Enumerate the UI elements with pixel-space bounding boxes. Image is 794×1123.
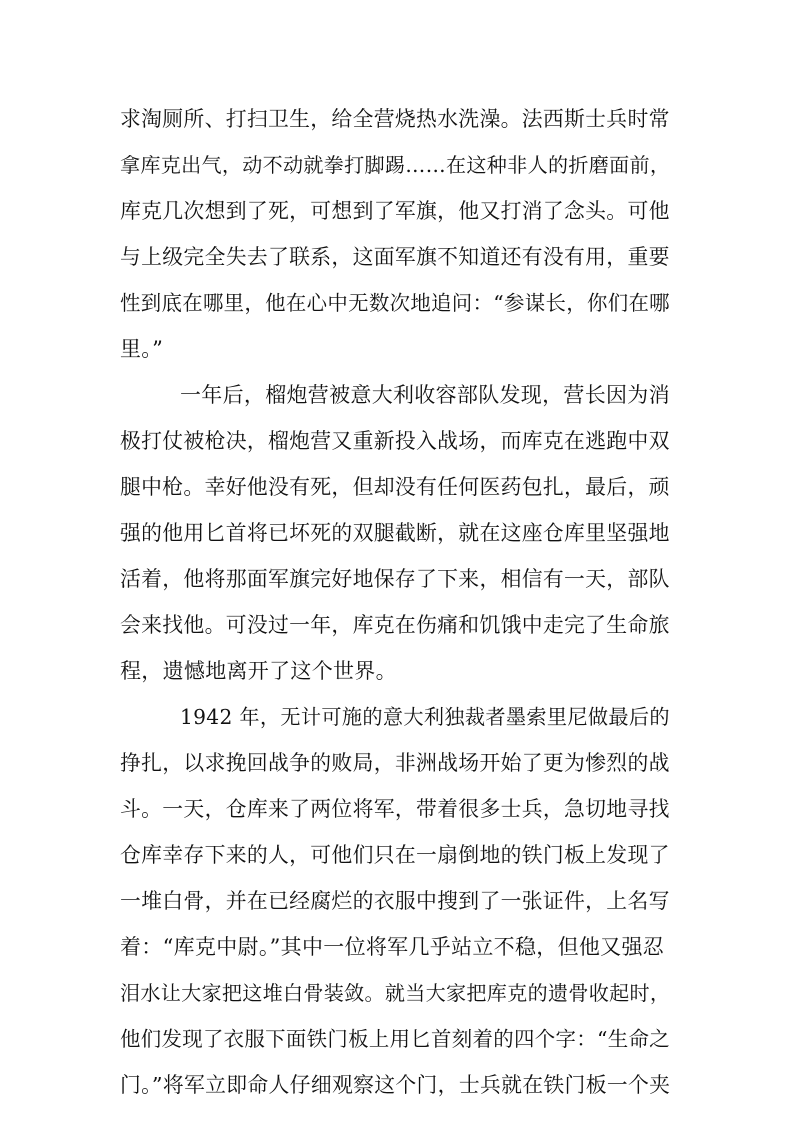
text-line: 性到底在哪里，他在心中无数次地追问：“参谋长，你们在哪 — [120, 291, 670, 315]
text-line: 斗。一天，仓库来了两位将军，带着很多士兵，急切地寻找 — [120, 797, 670, 821]
text-line: 挣扎，以求挽回战争的败局，非洲战场开始了更为惨烈的战 — [120, 751, 670, 775]
text-line: 程，遗憾地离开了这个世界。 — [120, 659, 397, 683]
text-line: 腿中枪。幸好他没有死，但却没有任何医药包扎，最后，顽 — [120, 475, 670, 499]
text-line: 他们发现了衣服下面铁门板上用匕首刻着的四个字：“生命之 — [120, 1027, 670, 1051]
text-line: 里。” — [120, 337, 164, 361]
text-line: 求淘厕所、打扫卫生，给全营烧热水洗澡。法西斯士兵时常 — [120, 107, 670, 131]
text-line: 仓库幸存下来的人，可他们只在一扇倒地的铁门板上发现了 — [120, 843, 670, 867]
text-line: 会来找他。可没过一年，库克在伤痛和饥饿中走完了生命旅 — [120, 613, 670, 637]
text-line: 极打仗被枪决，榴炮营又重新投入战场，而库克在逃跑中双 — [120, 429, 670, 453]
text-line: 拿库克出气，动不动就拳打脚踢……在这种非人的折磨面前， — [120, 153, 671, 177]
text-line: 1942 年，无计可施的意大利独裁者墨索里尼做最后的 — [180, 705, 670, 729]
text-line: 泪水让大家把这堆白骨装敛。就当大家把库克的遗骨收起时， — [120, 981, 671, 1005]
text-line: 一堆白骨，并在已经腐烂的衣服中搜到了一张证件，上名写 — [120, 889, 670, 913]
text-line: 着：“库克中尉。”其中一位将军几乎站立不稳，但他又强忍 — [120, 935, 665, 959]
text-line: 活着，他将那面军旗完好地保存了下来，相信有一天，部队 — [120, 567, 670, 591]
body-text — [120, 96, 670, 1108]
text-line: 一年后，榴炮营被意大利收容部队发现，营长因为消 — [180, 383, 670, 407]
text-line: 门。”将军立即命人仔细观察这个门，士兵就在铁门板一个夹 — [120, 1073, 671, 1097]
text-line: 库克几次想到了死，可想到了军旗，他又打消了念头。可他 — [120, 199, 670, 223]
text-line: 强的他用匕首将已坏死的双腿截断，就在这座仓库里坚强地 — [120, 521, 670, 545]
text-line: 与上级完全失去了联系，这面军旗不知道还有没有用，重要 — [120, 245, 670, 269]
